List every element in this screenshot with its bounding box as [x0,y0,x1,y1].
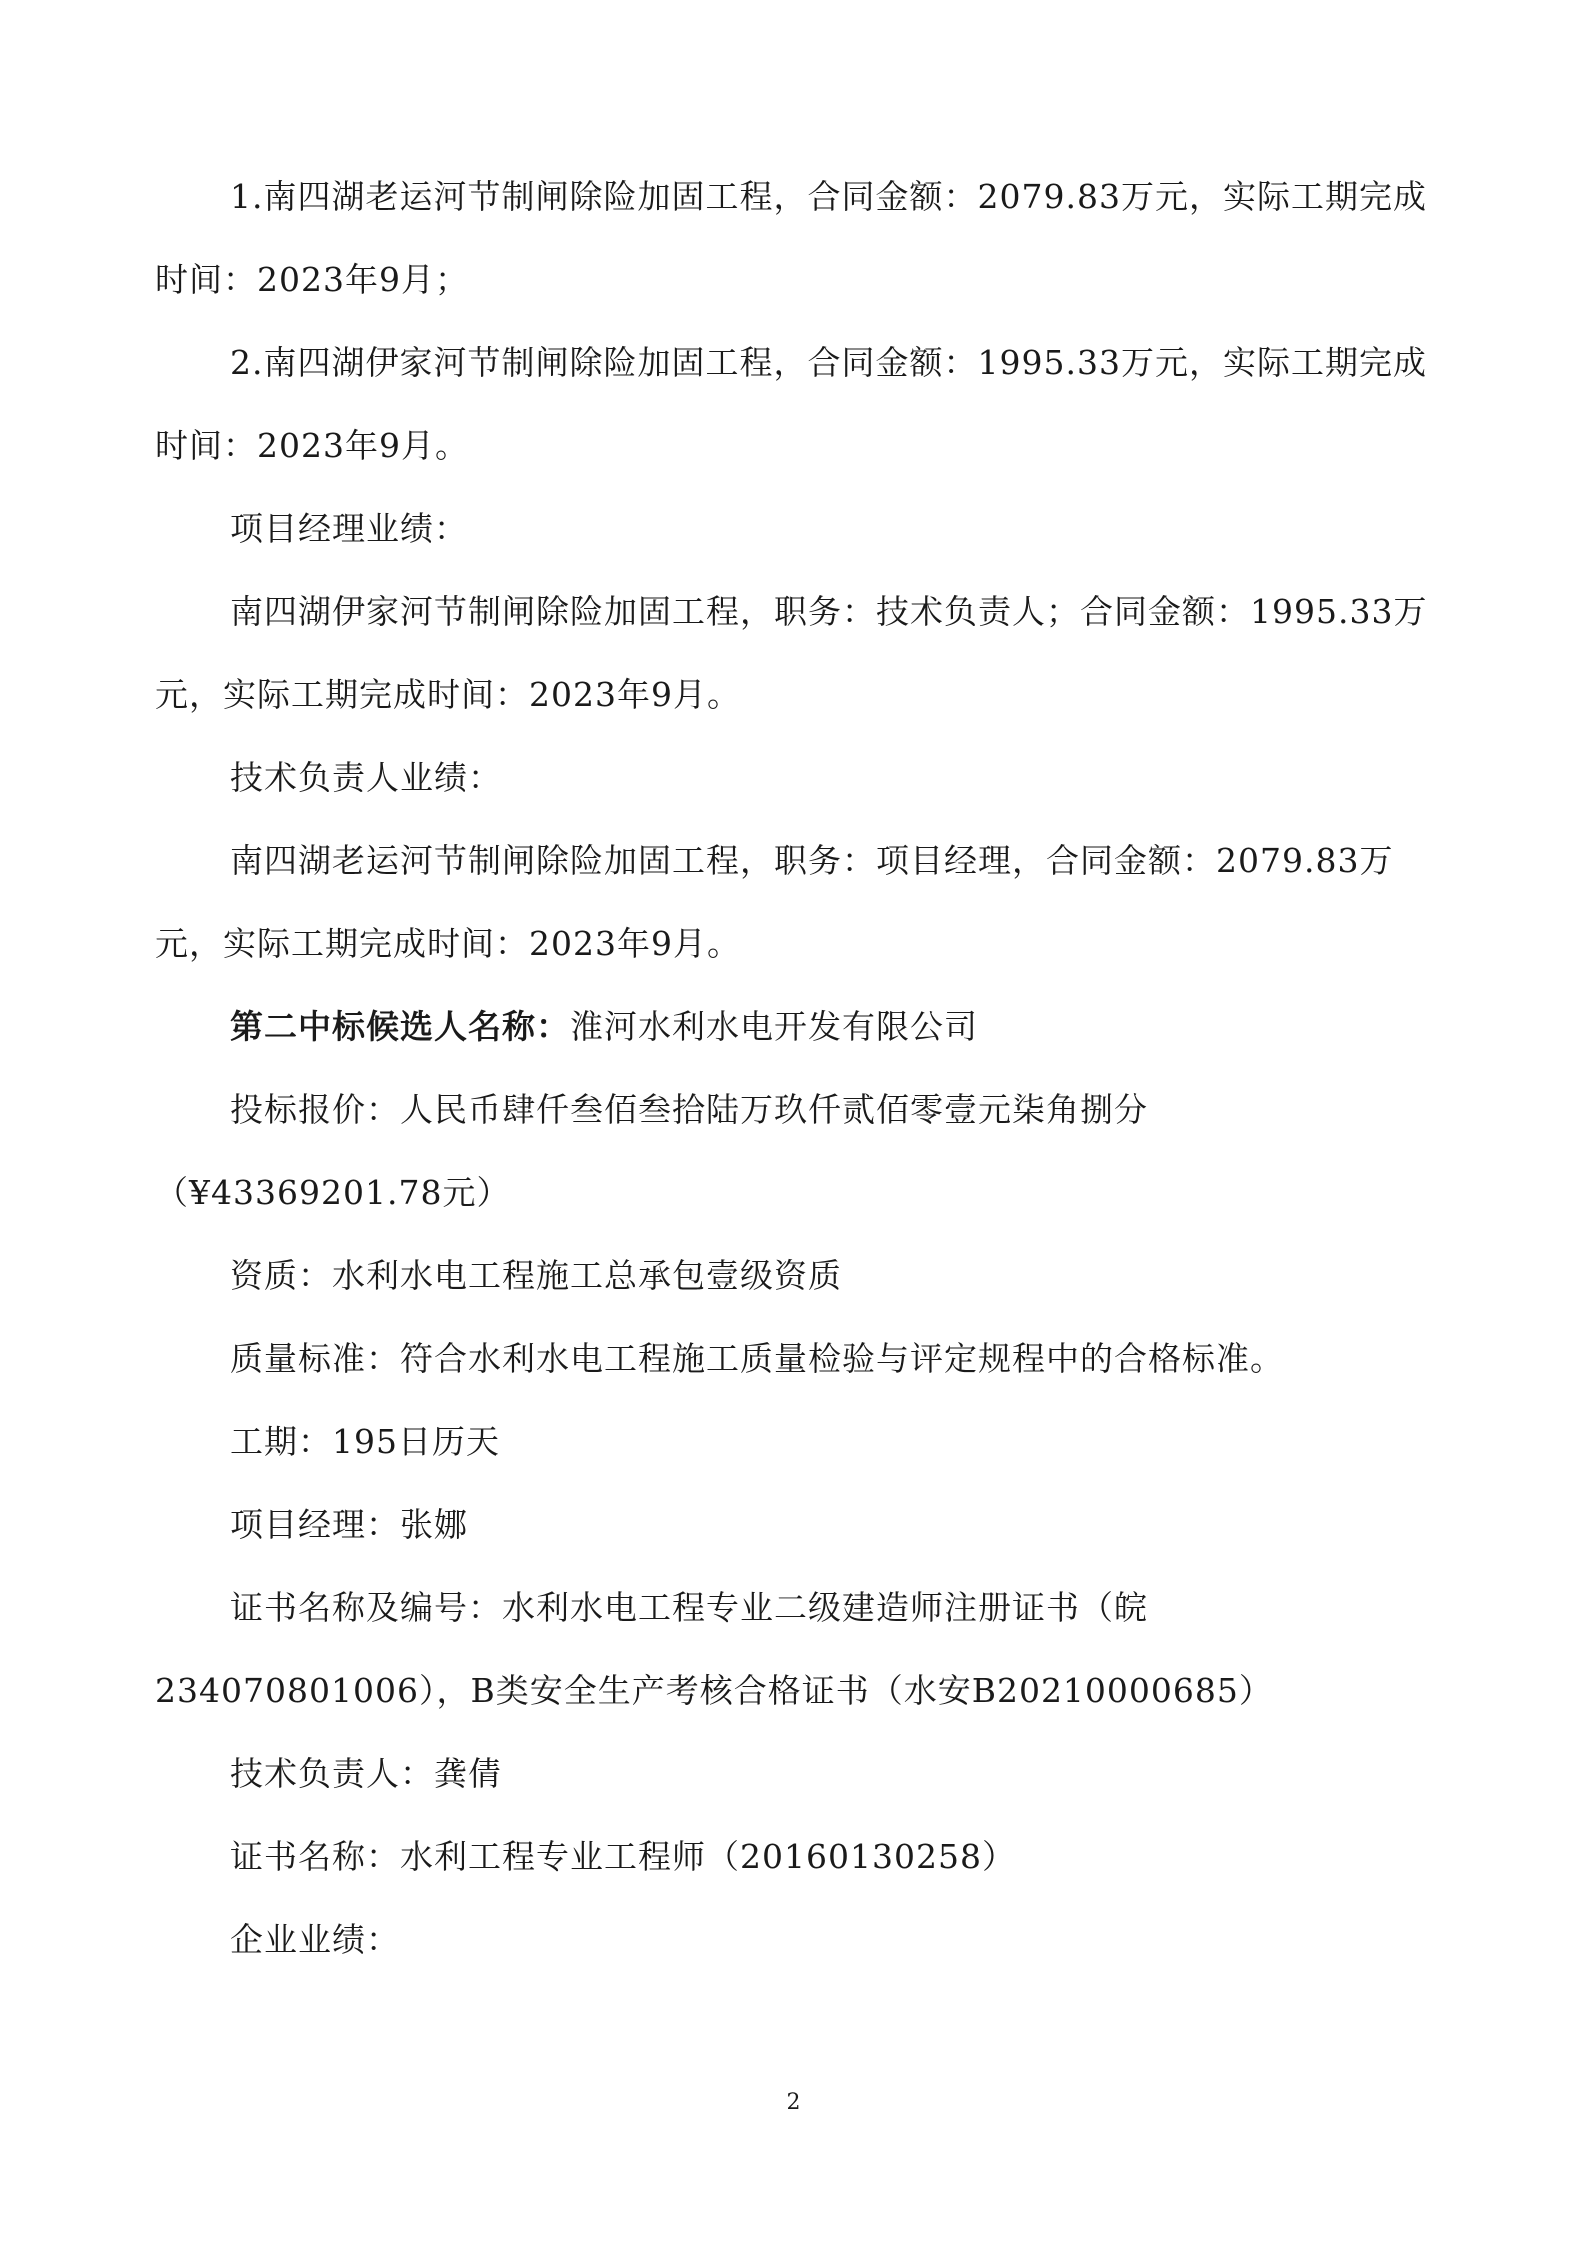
paragraph-qualification: 资质：水利水电工程施工总承包壹级资质 [230,1256,842,1295]
paragraph-tech-lead-performance-heading: 技术负责人业绩： [230,758,502,797]
paragraph-project-manager: 项目经理：张娜 [230,1505,468,1544]
paragraph-pm-performance: 南四湖伊家河节制闸除险加固工程，职务：技术负责人；合同金额：1995.33万元，实际工期完成时间：2023年9月。 [155,592,1428,714]
paragraph-pm-performance-heading: 项目经理业绩： [230,509,468,548]
page-number: 2 [786,2090,801,2115]
paragraph-certificates: 证书名称及编号：水利水电工程专业二级建造师注册证书（皖234070801006），B类安全生产考核合格证书（水安B20210000685） [155,1588,1273,1710]
paragraph-duration: 工期：195日历天 [230,1422,500,1461]
second-candidate-name: 淮河水利水电开发有限公司 [570,1007,978,1046]
paragraph-quality-standard: 质量标准：符合水利水电工程施工质量检验与评定规程中的合格标准。 [230,1339,1284,1378]
paragraph-second-candidate [155,985,1445,1068]
paragraph-technical-lead: 技术负责人：龚倩 [230,1754,502,1793]
paragraph-bid-price: 投标报价：人民币肆仟叁佰叁拾陆万玖仟贰佰零壹元柒角捌分 [230,1090,1148,1129]
paragraph-performance-2: 2.南四湖伊家河节制闸除险加固工程，合同金额：1995.33万元，实际工期完成时间：2023年9月。 [155,343,1427,465]
paragraph-performance-1: 1.南四湖老运河节制闸除险加固工程，合同金额：2079.83万元，实际工期完成时间：2023年9月； [155,177,1427,299]
document-body [155,155,1445,1981]
second-candidate-label: 第二中标候选人名称： [230,1007,570,1046]
paragraph-company-performance: 企业业绩： [230,1920,400,1959]
paragraph-bid-price-amount: （¥43369201.78元） [155,1173,511,1212]
paragraph-tech-certificate: 证书名称：水利工程专业工程师（20160130258） [230,1837,1016,1876]
paragraph-tech-lead-performance: 南四湖老运河节制闸除险加固工程，职务：项目经理，合同金额：2079.83万元，实际工期完成时间：2023年9月。 [155,841,1394,963]
